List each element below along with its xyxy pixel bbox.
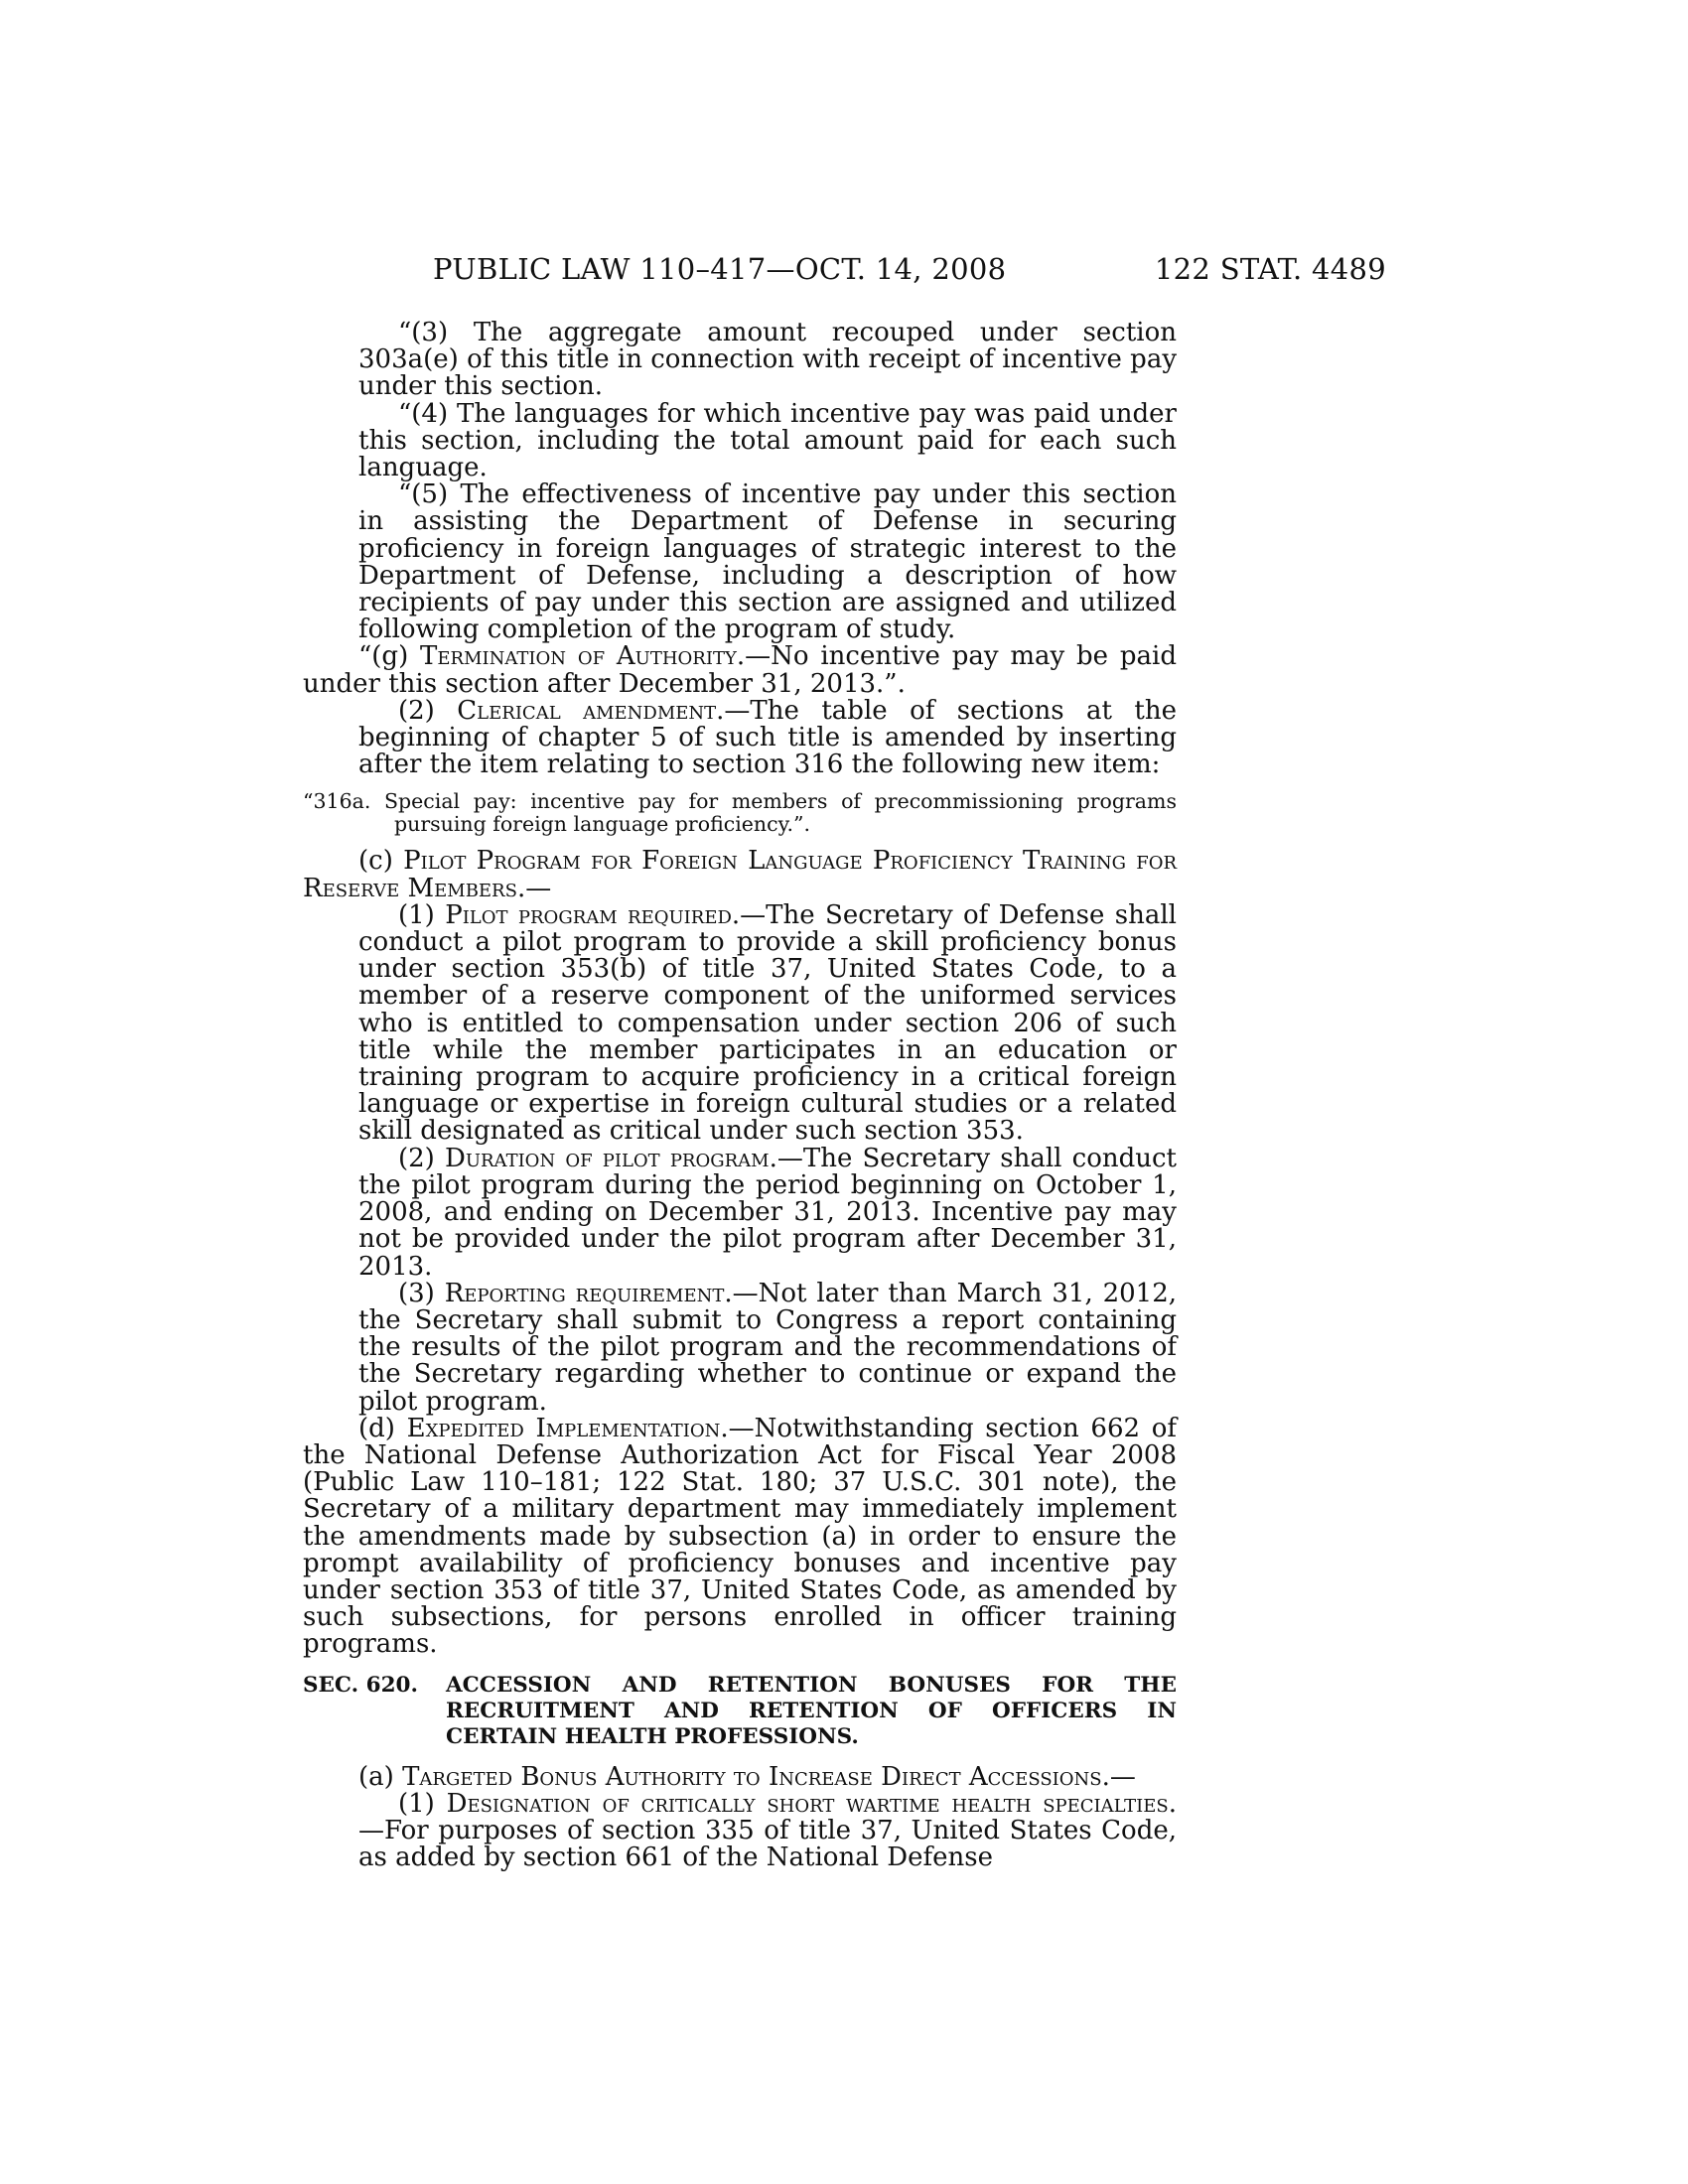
paragraph-a1: [358, 1788, 1178, 1873]
paragraph-f4: “(4) The languages for which incentive pay was paid under this section, including the total amount paid for each such language.: [358, 398, 1177, 483]
subsection-c-prefix: (c): [358, 846, 404, 877]
subsection-g-heading: Termination of Authority: [420, 641, 737, 672]
paragraph-f3: “(3) The aggregate amount recouped under section 303a(e) of this title in connection with receipt of incentive pay under this section.: [358, 318, 1178, 402]
subsection-g: [303, 643, 1177, 697]
subsection-d-prefix: (d): [358, 1413, 407, 1443]
clerical-heading: Clerical amendment: [457, 695, 717, 726]
subsection-g-prefix: “(g): [358, 641, 421, 672]
c3-prefix: (3): [398, 1278, 445, 1308]
clerical-prefix: (2): [398, 695, 458, 726]
page-header: [433, 252, 1386, 292]
paragraph-c2: [358, 1143, 1178, 1282]
section-title: ACCESSION AND RETENTION BONUSES FOR THE RECRUITMENT AND RETENTION OF OFFICERS IN CERTAIN HEALTH PROFESSIONS.: [446, 1672, 1177, 1749]
c1-text: .—The Secretary of Defense shall conduct a pilot program to provide a skill proficiency bonus under section 353(b) of title 37, United States Code, to a member of a reserve component of the uniformed services who is entitled to compensation under section 206 of such title while the member participates in an education or training program to acquire proficiency in a critical foreign language or expertise in foreign cultural studies or a related skill designated as critical under such section 353.: [358, 899, 1177, 1147]
subsection-d-heading: Expedited Implementation: [406, 1413, 721, 1443]
a1-heading: Designation of critically short wartime health specialties: [446, 1788, 1169, 1819]
subsection-c-suffix: .—: [516, 873, 552, 903]
c2-heading: Duration of pilot program: [444, 1143, 770, 1173]
subsection-a-suffix: .—: [1101, 1761, 1136, 1792]
running-head: PUBLIC LAW 110–417—OCT. 14, 2008: [433, 252, 1007, 286]
subsection-a-heading: Targeted Bonus Authority to Increase Direct Accessions: [402, 1761, 1102, 1792]
paragraph-c3: [358, 1278, 1178, 1417]
c2-prefix: (2): [398, 1143, 445, 1173]
document-body: [303, 320, 1177, 1871]
paragraph-f5: “(5) The effectiveness of incentive pay under this section in assisting the Department of Defense in securing proficiency in foreign languages of strategic interest to the Department of Defense, including a description of how recipients of pay under this section are assigned and utilized following completion of the program of study.: [358, 479, 1177, 645]
a1-prefix: (1): [398, 1788, 447, 1819]
paragraph-c1: [358, 899, 1177, 1147]
section-620-heading: [303, 1673, 1177, 1750]
stat-reference: 122 STAT. 4489: [1154, 252, 1386, 286]
subsection-d: [303, 1413, 1177, 1660]
a1-text: .—For purposes of section 335 of title 37, United States Code, as added by section 661 of the National Defense: [358, 1788, 1178, 1873]
c3-heading: Reporting requirement: [444, 1278, 725, 1308]
subsection-a: [303, 1761, 1177, 1792]
subsection-a-prefix: (a): [358, 1761, 403, 1792]
clerical-text: .—The table of sections at the beginning of chapter 5 of such title is amended by inserting after the item relating to section 316 the following new item:: [358, 695, 1178, 780]
c1-heading: Pilot program required: [445, 899, 732, 930]
table-of-sections-item: “316a. Special pay: incentive pay for members of precommissioning programs pursuing foreign language proficiency.”.: [303, 789, 1177, 837]
paragraph-clerical-amendment: [358, 695, 1178, 780]
c2-text: .—The Secretary shall conduct the pilot program during the period beginning on October 1, 2008, and ending on December 31, 2013. Incentive pay may not be provided under the pilot program after December 31, 2013.: [358, 1143, 1178, 1282]
section-number: SEC. 620.: [303, 1672, 418, 1698]
c1-prefix: (1): [398, 899, 446, 930]
subsection-c: [303, 848, 1177, 901]
c3-text: .—Not later than March 31, 2012, the Secretary shall submit to Congress a report containing the results of the pilot program and the recommendations of the Secretary regarding whether to continue or expand the pilot program.: [358, 1278, 1178, 1417]
subsection-g-text: .—No incentive pay may be paid under this section after December 31, 2013.”.: [303, 641, 1177, 699]
subsection-c-heading: Pilot Program for Foreign Language Proficiency Training for Reserve Members: [303, 846, 1178, 903]
subsection-d-text: .—Notwithstanding section 662 of the National Defense Authorization Act for Fiscal Year 2008 (Public Law 110–181; 122 Stat. 180; 37 U.S.C. 301 note), the Secretary of a military department may immediately implement the amendments made by subsection (a) in order to ensure the prompt availability of proficiency bonuses and incentive pay under section 353 of title 37, United States Code, as amended by such subsections, for persons enrolled in officer training programs.: [303, 1413, 1177, 1660]
